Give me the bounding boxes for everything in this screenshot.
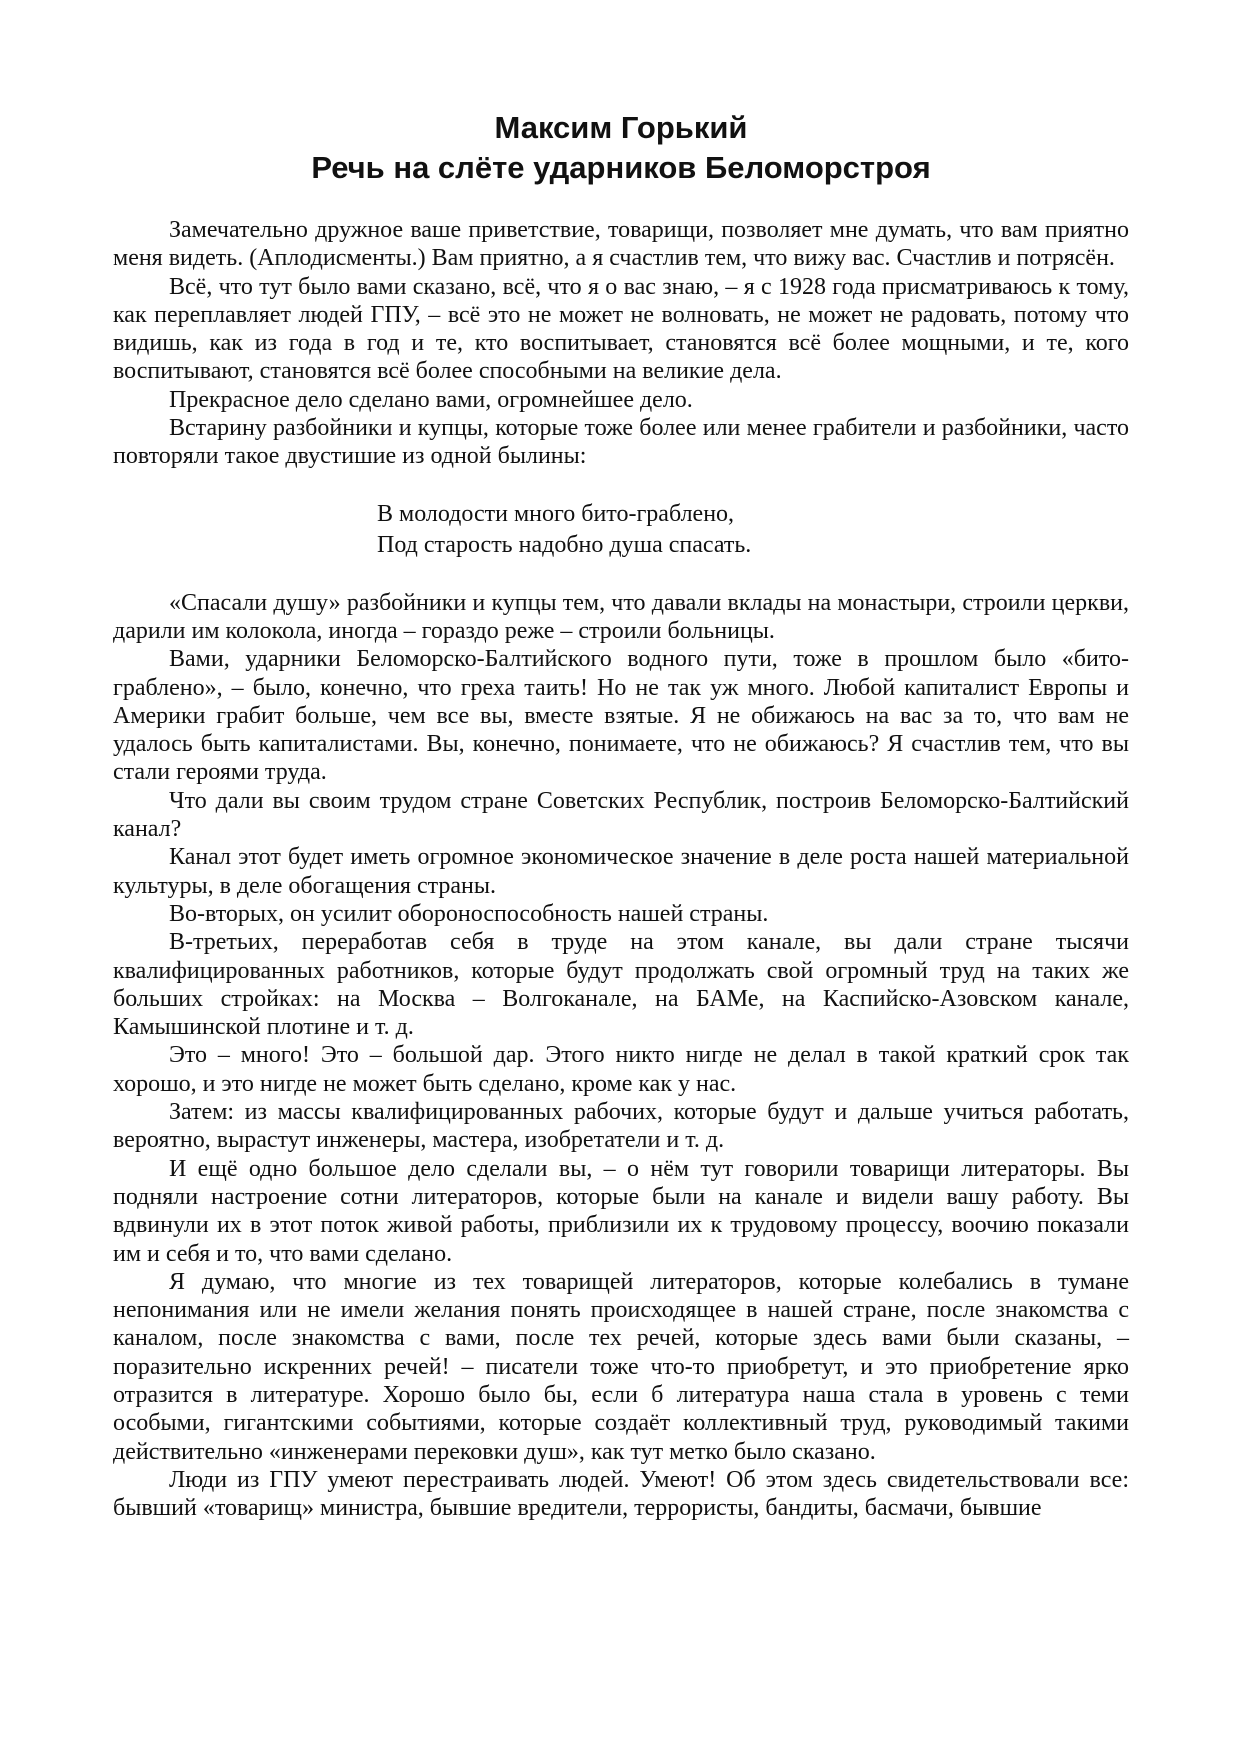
author-name: Максим Горький — [494, 110, 748, 145]
paragraph: Всё, что тут было вами сказано, всё, что я о вас знаю, – я с 1928 года присматриваюсь к тому, как переплавляет людей ГПУ, – всё это не может не волновать, не может не радовать, потому что видишь, как из года в год и те, кто воспитывает, становятся всё более мощными, и те, кого воспитывают, становятся всё более способными на великие дела. — [113, 273, 1129, 385]
paragraph: Вами, ударники Беломорско-Балтийского водного пути, тоже в прошлом было «бито-граблено», – было, конечно, что греха таить! Но не так уж много. Любой капиталист Европы и Америки грабит больше, чем все вы, вместе взятые. Я не обижаюсь на вас за то, что вам не удалось быть капиталистами. Вы, конечно, понимаете, что не обижаюсь? Я счастлив тем, что вы стали героями труда. — [113, 646, 1129, 786]
paragraph: Замечательно дружное ваше приветствие, товарищи, позволяет мне думать, что вам приятно меня видеть. (Аплодисменты.) Вам приятно, а я счастлив тем, что вижу вас. Счастлив и потрясён. — [113, 217, 1129, 272]
speech-title: Речь на слёте ударников Беломорстроя — [311, 150, 931, 185]
paragraph: Это – много! Это – большой дар. Этого никто нигде не делал в такой краткий срок так хорошо, и это нигде не может быть сделано, кроме как у нас. — [113, 1042, 1129, 1097]
paragraph: Встарину разбойники и купцы, которые тоже более или менее грабители и разбойники, часто повторяли такое двустишие из одной былины: — [113, 415, 1129, 470]
verse-line: В молодости много бито-граблено, — [377, 500, 735, 527]
paragraph: Прекрасное дело сделано вами, огромнейшее дело. — [169, 386, 693, 413]
document-page — [113, 108, 1129, 1522]
speech-body — [113, 216, 1129, 1522]
paragraph: Я думаю, что многие из тех товарищей литераторов, которые колебались в тумане непонимания или не имели желания понять происходящее в нашей стране, после знакомства с каналом, после знакомства с вами, после тех речей, которые здесь вами были сказаны, – поразительно искренних речей! – писатели тоже что-то приобретут, и это приобретение ярко отразится в литературе. Хорошо было бы, если б литература наша стала в уровень с теми особыми, гигантскими событиями, которые создаёт коллективный труд, руководимый такими действительно «инженерами перековки душ», как тут метко было сказано. — [113, 1268, 1129, 1465]
paragraph: И ещё одно большое дело сделали вы, – о нём тут говорили товарищи литераторы. Вы подняли настроение сотни литераторов, которые были на канале и видели вашу работу. Вы вдвинули их в этот поток живой работы, приблизили их к трудовому процессу, воочию показали им и себя и то, что вами сделано. — [113, 1155, 1129, 1267]
paragraph: Что дали вы своим трудом стране Советских Республик, построив Беломорско-Балтийский канал? — [113, 787, 1129, 843]
document-title-block — [113, 108, 1129, 188]
paragraph: Люди из ГПУ умеют перестраивать людей. Умеют! Об этом здесь свидетельствовали все: бывший «товарищ» министра, бывшие вредители, террористы, бандиты, басмачи, бывшие — [113, 1466, 1129, 1522]
verse-line: Под старость надобно душа спасать. — [377, 531, 752, 558]
paragraph: Канал этот будет иметь огромное экономическое значение в деле роста нашей материальной культуры, в деле обогащения страны. — [113, 844, 1129, 899]
paragraph: В-третьих, переработав себя в труде на этом канале, вы дали стране тысячи квалифицированных работников, которые будут продолжать свой огромный труд на таких же больших стройках: на Москва – Волгоканале, на БАМе, на Каспийско-Азовском канале, Камышинской плотине и т. д. — [113, 929, 1129, 1041]
paragraph: «Спасали душу» разбойники и купцы тем, что давали вклады на монастыри, строили церкви, дарили им колокола, иногда – гораздо реже – строили больницы. — [113, 589, 1129, 644]
paragraph: Во-вторых, он усилит обороноспособность нашей страны. — [169, 900, 769, 927]
verse-quote — [377, 499, 1129, 561]
paragraph: Затем: из массы квалифицированных рабочих, которые будут и дальше учиться работать, вероятно, вырастут инженеры, мастера, изобретатели и т. д. — [113, 1099, 1129, 1154]
